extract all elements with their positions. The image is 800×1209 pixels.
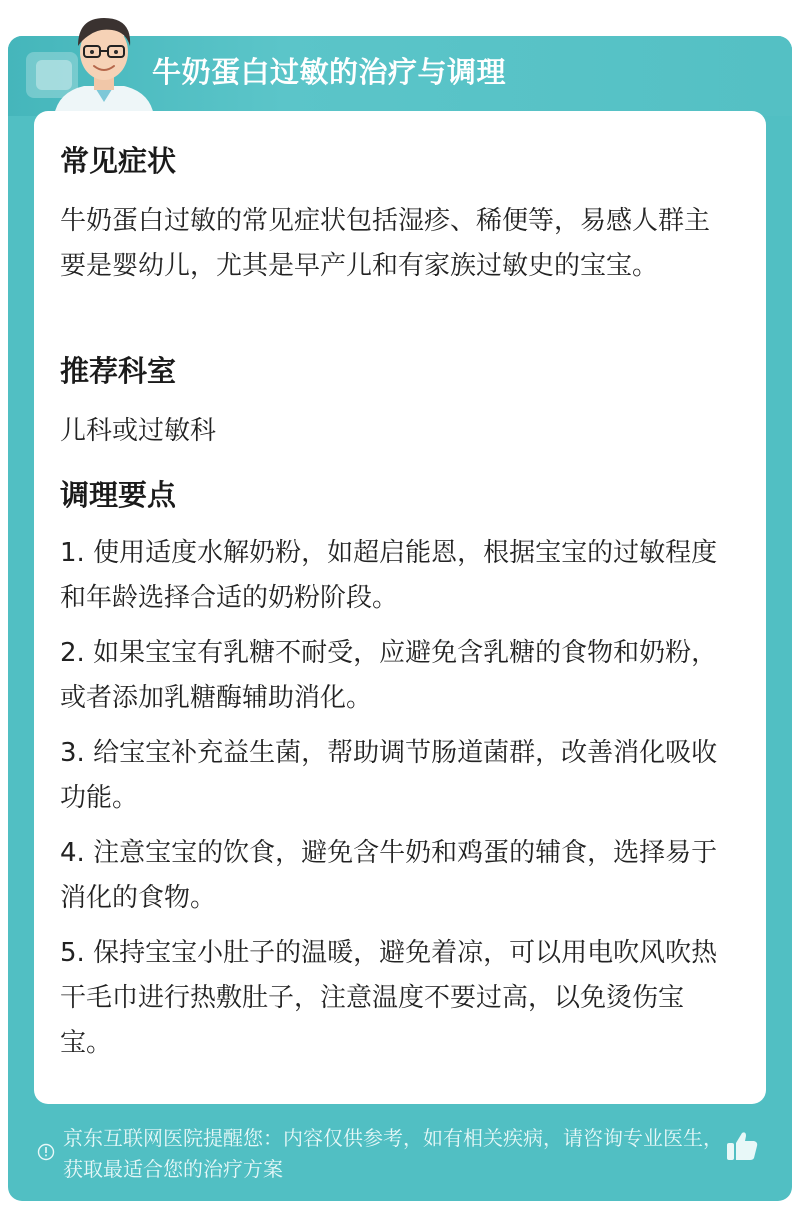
care-tip-item: 4. 注意宝宝的饮食，避免含牛奶和鸡蛋的辅食，选择易于消化的食物。 [60,838,718,913]
thumbs-up-icon[interactable] [724,1128,760,1164]
section-heading-care-tips: 调理要点 [60,478,177,512]
page-title: 牛奶蛋白过敏的治疗与调理 [152,55,507,89]
symptoms-text: 牛奶蛋白过敏的常见症状包括湿疹、稀便等，易感人群主要是婴幼儿，尤其是早产儿和有家族过敏史的宝宝。 [60,206,711,281]
doctor-avatar-icon [44,6,164,116]
section-heading-symptoms: 常见症状 [60,144,177,178]
department-text: 儿科或过敏科 [60,416,217,446]
care-tip-item: 1. 使用适度水解奶粉，如超启能恩，根据宝宝的过敏程度和年龄选择合适的奶粉阶段。 [60,538,718,613]
info-icon [37,1143,55,1161]
section-heading-department: 推荐科室 [60,354,177,388]
care-tip-item: 5. 保持宝宝小肚子的温暖，避免着凉，可以用电吹风吹热干毛巾进行热敷肚子，注意温度不要过高，以免烫伤宝宝。 [60,938,718,1058]
disclaimer-text: 京东互联网医院提醒您：内容仅供参考，如有相关疾病，请咨询专业医生，获取最适合您的治疗方案 [63,1126,723,1181]
content-card [34,111,766,1104]
care-tip-item: 2. 如果宝宝有乳糖不耐受，应避免含乳糖的食物和奶粉，或者添加乳糖酶辅助消化。 [60,638,718,713]
care-tip-item: 3. 给宝宝补充益生菌，帮助调节肠道菌群，改善消化吸收功能。 [60,738,718,813]
